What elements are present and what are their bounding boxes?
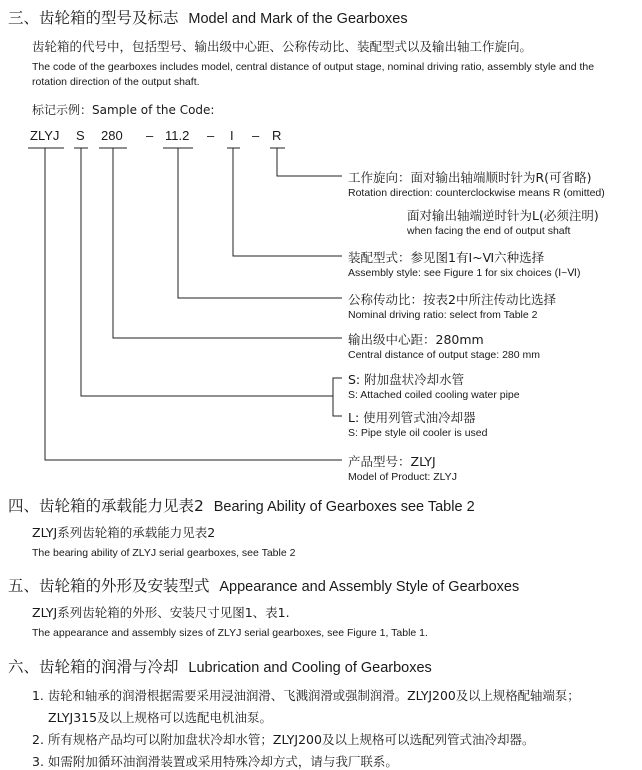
model-label-zh: 产品型号：ZLYJ bbox=[348, 454, 436, 469]
code-distance: 280 bbox=[101, 128, 123, 143]
cooling-s-label-zh: S: 附加盘状冷却水管 bbox=[348, 372, 465, 387]
code-dash-1: – bbox=[146, 128, 154, 143]
section-3-title-zh: 三、齿轮箱的型号及标志 bbox=[8, 9, 179, 27]
list-item: 3. 如需附加循环油润滑装置或采用特殊冷却方式，请与我厂联系。 bbox=[32, 754, 398, 769]
code-ratio: 11.2 bbox=[165, 128, 190, 143]
sample-label: 标记示例：Sample of the Code: bbox=[32, 103, 215, 117]
code-cooling: S bbox=[76, 128, 85, 143]
list-item: 2. 所有规格产品均可以附加盘状冷却水管；ZLYJ200及以上规格可以选配列管式油冷却器。 bbox=[32, 732, 535, 747]
assembly-label-zh: 装配型式：参见图1有Ⅰ~Ⅵ六种选择 bbox=[348, 250, 545, 265]
section-5-para-zh: ZLYJ系列齿轮箱的外形、安装尺寸见图1、表1. bbox=[32, 605, 290, 620]
distance-label-zh: 输出级中心距：280mm bbox=[348, 332, 484, 347]
section-6-title-en: Lubrication and Cooling of Gearboxes bbox=[188, 660, 432, 676]
section-5-heading bbox=[8, 574, 519, 596]
model-label-en: Model of Product: ZLYJ bbox=[348, 471, 457, 483]
section-6-title-zh: 六、齿轮箱的润滑与冷却 bbox=[8, 658, 179, 676]
section-3-para-en-1: The code of the gearboxes includes model, central distance of output stage, nominal driving ratio, assembly style and the bbox=[32, 61, 595, 73]
section-6-heading bbox=[8, 655, 432, 677]
list-item: 1. 齿轮和轴承的润滑根据需要采用浸油润滑、飞溅润滑或强制润滑。ZLYJ200及以上规格配轴端泵； bbox=[32, 688, 580, 703]
section-4-heading bbox=[8, 494, 475, 516]
rotation-label-en-2: when facing the end of output shaft bbox=[407, 225, 571, 237]
distance-label-en: Central distance of output stage: 280 mm bbox=[348, 349, 541, 361]
cooling-s-label-en: S: Attached coiled cooling water pipe bbox=[348, 389, 520, 401]
rotation-label-zh-2: 面对输出轴端逆时针为L(必须注明) bbox=[407, 208, 599, 223]
code-assembly: I bbox=[230, 128, 234, 143]
assembly-label-en: Assembly style: see Figure 1 for six choices (Ⅰ~Ⅵ) bbox=[348, 267, 581, 279]
list-item: ZLYJ315及以上规格可以选配电机油泵。 bbox=[48, 710, 273, 725]
code-model: ZLYJ bbox=[30, 128, 60, 143]
ratio-label-en: Nominal driving ratio: select from Table 2 bbox=[348, 309, 538, 321]
rotation-label-zh: 工作旋向：面对输出轴端顺时针为R(可省略) bbox=[348, 170, 592, 185]
section-3-para-en-2: rotation direction of the output shaft. bbox=[32, 76, 200, 88]
section-5-title-zh: 五、齿轮箱的外形及安装型式 bbox=[8, 577, 210, 595]
section-4-para-zh: ZLYJ系列齿轮箱的承载能力见表2 bbox=[32, 525, 216, 540]
code-dash-3: – bbox=[252, 128, 260, 143]
section-5-title-en: Appearance and Assembly Style of Gearboxes bbox=[219, 579, 520, 595]
section-4-para-en: The bearing ability of ZLYJ serial gearboxes, see Table 2 bbox=[32, 547, 296, 559]
code-rotation: R bbox=[272, 128, 282, 143]
ratio-label-zh: 公称传动比：按表2中所注传动比选择 bbox=[348, 292, 556, 307]
section-4-title-zh: 四、齿轮箱的承载能力见表2 bbox=[8, 497, 204, 515]
section-3-title-en: Model and Mark of the Gearboxes bbox=[188, 11, 408, 27]
section-5-para-en: The appearance and assembly sizes of ZLYJ serial gearboxes, see Figure 1, Table 1. bbox=[32, 627, 428, 639]
rotation-label-en: Rotation direction: counterclockwise means R (omitted) bbox=[348, 187, 605, 199]
cooling-l-label-zh: L: 使用列管式油冷却器 bbox=[348, 410, 476, 425]
section-4-title-en: Bearing Ability of Gearboxes see Table 2 bbox=[213, 499, 475, 515]
cooling-l-label-en: S: Pipe style oil cooler is used bbox=[348, 427, 488, 439]
section-3-para-zh: 齿轮箱的代号中，包括型号、输出级中心距、公称传动比、装配型式以及输出轴工作旋向。 bbox=[32, 39, 533, 54]
code-dash-2: – bbox=[207, 128, 215, 143]
